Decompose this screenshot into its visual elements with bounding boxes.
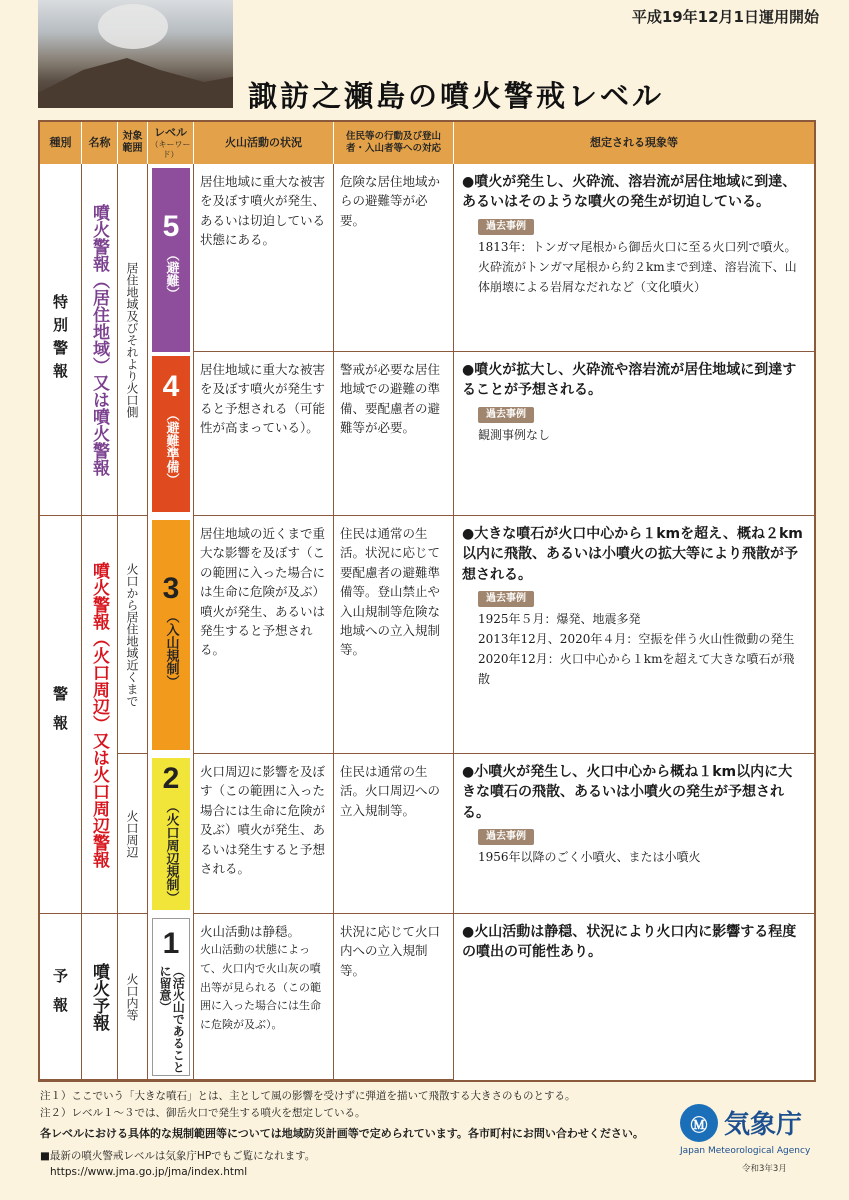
area-near-residential: 火口から居住地域近くまで — [118, 516, 148, 754]
status-level-4: 居住地域に重大な被害を及ぼす噴火が発生すると予想される（可能性が高まっている）。 — [194, 352, 334, 516]
level-1-badge: 1 （活火山であることに留意） — [152, 918, 190, 1076]
phenomenon-level-5: ●噴火が発生し、火砕流、溶岩流が居住地域に到達、あるいはそのような噴火の発生が切迫している。 過去事例 1813年：トンガマ尾根から御岳火口に至る火口列で噴火。火砕流がトンガマ尾根から約２kmまで到達、溶岩流下、山体崩壊による岩屑なだれなど（文化噴火） — [454, 164, 814, 352]
action-level-1: 状況に応じて火口内への立入規制等。 — [334, 914, 454, 1080]
phenomenon-level-2: ●小噴火が発生し、火口中心から概ね１km以内に大きな噴石の飛散、あるいは小噴火の発生が予想される。 過去事例 1956年以降のごく小噴火、または小噴火 — [454, 754, 814, 914]
action-level-3: 住民は通常の生活。状況に応じて要配慮者の避難準備等。登山禁止や入山規制等危険な地域への立入規制等。 — [334, 516, 454, 754]
type-forecast: 予報 — [40, 914, 82, 1080]
status-level-5: 居住地域に重大な被害を及ぼす噴火が発生、あるいは切迫している状態にある。 — [194, 164, 334, 352]
area-residential: 居住地域及びそれより火口側 — [118, 164, 148, 516]
status-level-1: 火山活動は静穏。 火山活動の状態によって、火口内で火山灰の噴出等が見られる（この範囲に入った場合には生命に危険が及ぶ）。 — [194, 914, 334, 1080]
footnote-1: 注１）ここでいう「大きな噴石」とは、主として風の影響を受けずに弾道を描いて飛散する大きさのものとする。 — [40, 1090, 576, 1102]
contact-note: 各レベルにおける具体的な規制範囲等については地域防災計画等で定められています。各市町村にお問い合わせください。 — [40, 1127, 644, 1140]
homepage-note: ■最新の噴火警戒レベルは気象庁HPでもご覧になれます。 https://www.jma.go.jp/jma/index.html — [40, 1148, 315, 1181]
past-case: 1813年：トンガマ尾根から御岳火口に至る火口列で噴火。火砕流がトンガマ尾根から約２kmまで到達、溶岩流下、山体崩壊による岩屑なだれなど（文化噴火） — [478, 240, 797, 294]
col-phenomenon: 想定される現象等 — [454, 122, 814, 164]
col-area: 対象範囲 — [118, 122, 148, 164]
col-status: 火山活動の状況 — [194, 122, 334, 164]
name-warning: 噴火警報（火口周辺）又は火口周辺警報 — [82, 516, 118, 914]
edition-date: 令和3年3月 — [742, 1164, 787, 1174]
past-cases-label: 過去事例 — [478, 219, 534, 236]
agency-name-english: Japan Meteorological Agency — [680, 1146, 811, 1156]
action-level-4: 警戒が必要な居住地域での避難の準備、要配慮者の避難等が必要。 — [334, 352, 454, 516]
level-3-badge: 3 （入山規制） — [152, 520, 190, 750]
footnote-2: 注２）レベル１～３では、御岳火口で発生する噴火を想定している。 — [40, 1106, 366, 1119]
homepage-link[interactable]: https://www.jma.go.jp/jma/index.html — [50, 1166, 248, 1179]
past-cases-label: 過去事例 — [478, 407, 534, 424]
status-level-2: 火口周辺に影響を及ぼす（この範囲に入った場合には生命に危険が及ぶ）噴火が発生、あるいは発生すると予想される。 — [194, 754, 334, 914]
jma-mark-icon: Ⓜ — [680, 1104, 718, 1142]
past-cases-label: 過去事例 — [478, 591, 534, 608]
action-level-5: 危険な居住地域からの避難等が必要。 — [334, 164, 454, 352]
level-4-badge: 4 （避難準備） — [152, 356, 190, 512]
alert-level-table — [38, 120, 816, 1082]
phenomenon-level-3: ●大きな噴石が火口中心から１kmを超え、概ね２km以内に飛散、あるいは小噴火の拡大等により飛散が予想される。 過去事例 1925年５月：爆発、地震多発 2013年12月、2020年４月：空振を伴う火山性微動の発生 2020年12月：火口中心から１kmを超えて大きな噴石が飛散 — [454, 516, 814, 754]
phenomenon-level-1: ●火山活動は静穏、状況により火口内に影響する程度の噴出の可能性あり。 — [462, 924, 797, 961]
col-action: 住民等の行動及び登山者・入山者等への対応 — [334, 122, 454, 164]
action-level-2: 住民は通常の生活。火口周辺への立入規制等。 — [334, 754, 454, 914]
col-type: 種別 — [40, 122, 82, 164]
level-2-badge: 2 （火口周辺規制） — [152, 758, 190, 910]
page-title: 諏訪之瀬島の噴火警戒レベル — [248, 79, 665, 113]
area-crater-vicinity: 火口周辺 — [118, 754, 148, 914]
past-case: 1925年５月：爆発、地震多発 — [478, 612, 641, 627]
name-special: 噴火警報（居住地域）又は噴火警報 — [82, 164, 118, 516]
type-warning: 警報 — [40, 516, 82, 914]
col-name: 名称 — [82, 122, 118, 164]
agency-name: 気象庁 — [724, 1110, 803, 1140]
type-special: 特別警報 — [40, 164, 82, 516]
status-level-3: 居住地域の近くまで重大な影響を及ぼす（この範囲に入った場合には生命に危険が及ぶ）噴火が発生、あるいは発生すると予想される。 — [194, 516, 334, 754]
past-case: 観測事例なし — [478, 428, 551, 443]
past-cases-label: 過去事例 — [478, 829, 534, 846]
past-case: 2013年12月、2020年４月：空振を伴う火山性微動の発生 — [478, 632, 795, 647]
footnotes — [40, 1088, 576, 1122]
volcano-photo — [38, 0, 233, 108]
name-forecast: 噴火予報 — [82, 914, 118, 1080]
col-level: レベル （キーワード） — [148, 122, 194, 164]
level-5-badge: 5 （避難） — [152, 168, 190, 352]
area-crater-inside: 火口内等 — [118, 914, 148, 1080]
past-case: 1956年以降のごく小噴火、または小噴火 — [478, 850, 701, 865]
start-date: 平成19年12月1日運用開始 — [631, 8, 819, 26]
phenomenon-level-4: ●噴火が拡大し、火砕流や溶岩流が居住地域に到達することが予想される。 過去事例 観測事例なし — [454, 352, 814, 516]
past-case: 2020年12月：火口中心から１kmを超えて大きな噴石が飛散 — [478, 651, 795, 686]
jma-logo — [680, 1100, 820, 1175]
